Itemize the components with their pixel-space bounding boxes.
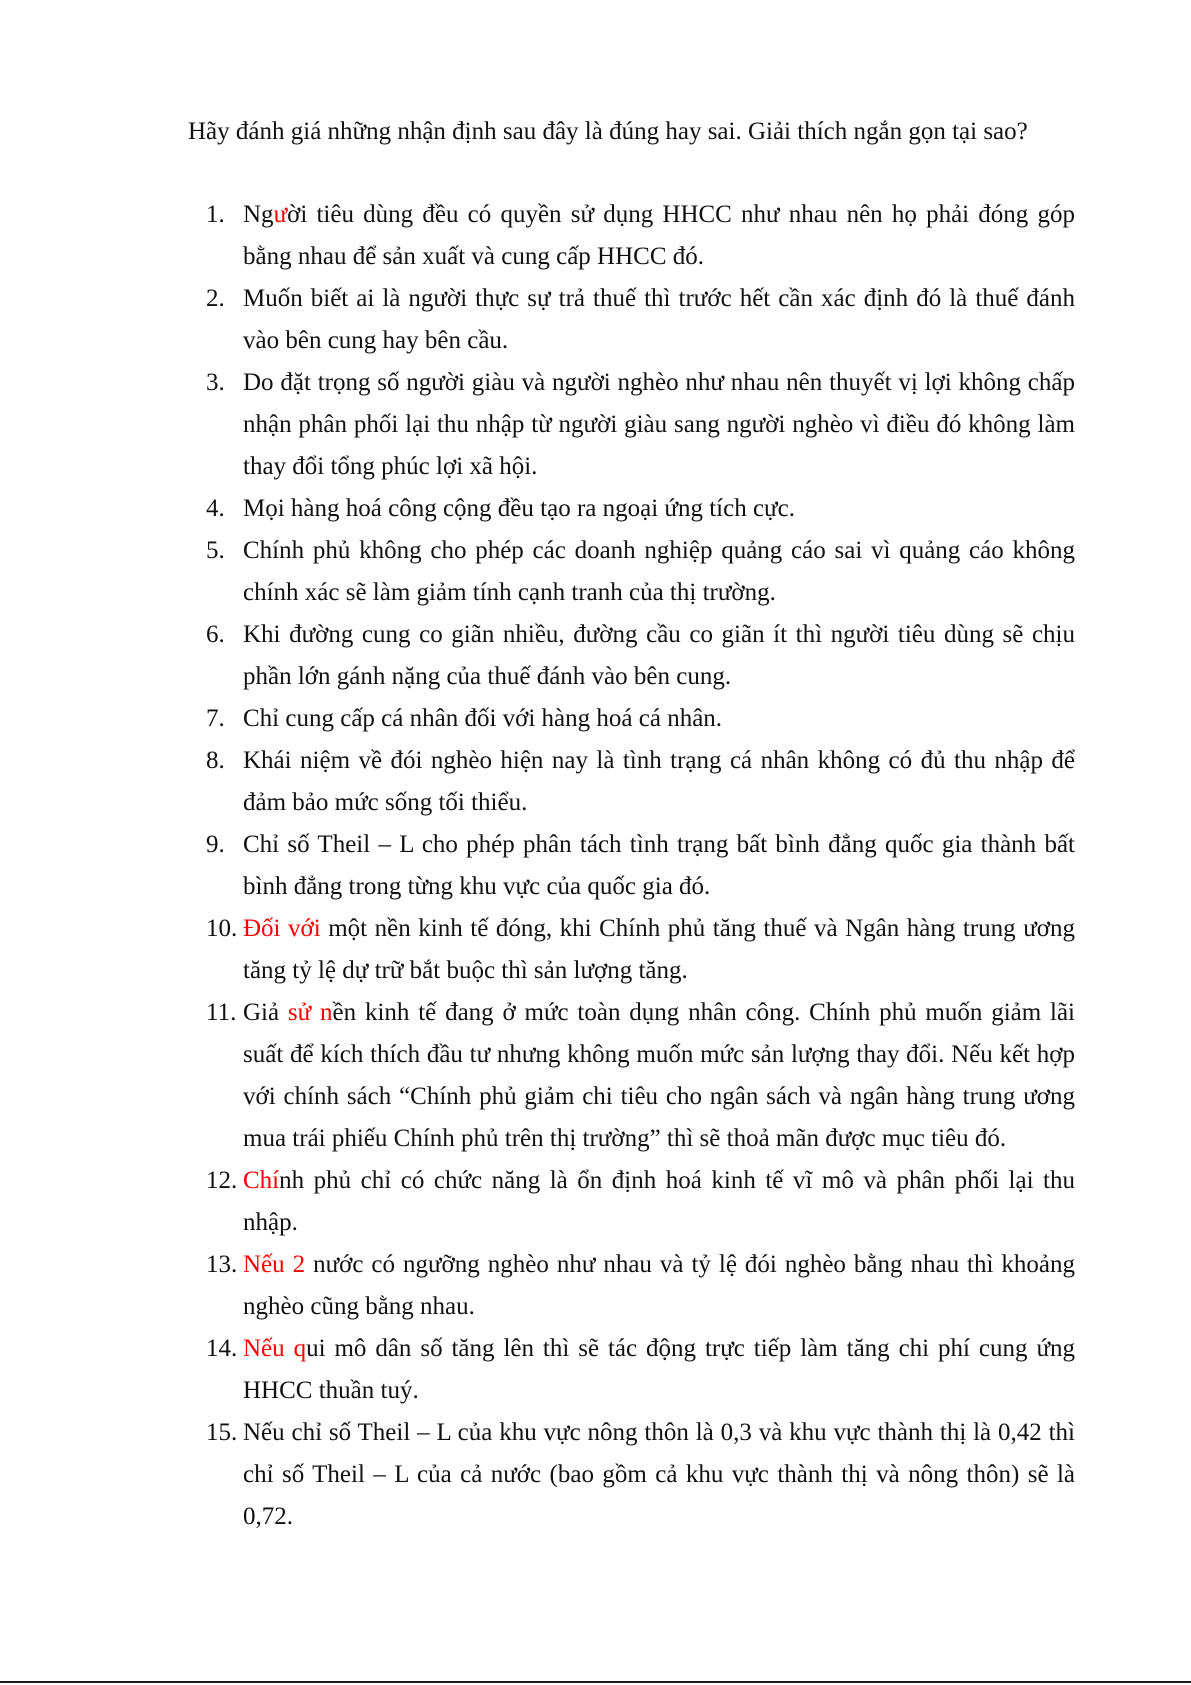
highlighted-text: Đối với [243, 915, 321, 942]
question-text-start: Ng [243, 201, 274, 228]
question-text: ền kinh tế đang ở mức toàn dụng nhân công. Chính phủ muốn giảm lãi suất để kích thích đầu tư nhưng không muốn mức sản lượng thay đổi. Nếu kết hợp với chính sách “Chính phủ giảm chi tiêu cho ngân sách và ngân hàng trung ương mua trái phiếu Chính phủ trên thị trường” thì sẽ thoả mãn được mục tiêu đó. [243, 999, 1075, 1152]
question-number: 2. [206, 285, 225, 312]
question-item-8 [170, 740, 1075, 824]
question-item-5 [170, 530, 1075, 614]
question-number: 6. [206, 621, 225, 648]
question-text: ui mô dân số tăng lên thì sẽ tác động trực tiếp làm tăng chi phí cung ứng HHCC thuần tuý. [243, 1335, 1075, 1404]
question-text: Nếu chỉ số Theil – L của khu vực nông thôn là 0,3 và khu vực thành thị là 0,42 thì chỉ số Theil – L của cả nước (bao gồm cả khu vực thành thị và nông thôn) sẽ là 0,72. [243, 1419, 1075, 1530]
question-item-15 [170, 1412, 1075, 1538]
question-number: 8. [206, 747, 225, 774]
question-text: nước có ngưỡng nghèo như nhau và tỷ lệ đói nghèo bằng nhau thì khoảng nghèo cũng bằng nhau. [243, 1251, 1075, 1320]
question-text: Khi đường cung co giãn nhiều, đường cầu co giãn ít thì người tiêu dùng sẽ chịu phần lớn gánh nặng của thuế đánh vào bên cung. [243, 621, 1075, 690]
question-text: ời tiêu dùng đều có quyền sử dụng HHCC như nhau nên họ phải đóng góp bằng nhau để sản xuất và cung cấp HHCC đó. [243, 201, 1075, 270]
question-item-1 [170, 194, 1075, 278]
question-text: một nền kinh tế đóng, khi Chính phủ tăng thuế và Ngân hàng trung ương tăng tỷ lệ dự trữ bắt buộc thì sản lượng tăng. [243, 915, 1075, 984]
question-text: Muốn biết ai là người thực sự trả thuế thì trước hết cần xác định đó là thuế đánh vào bên cung hay bên cầu. [243, 285, 1075, 354]
question-number: 5. [206, 537, 225, 564]
highlighted-text: Nếu 2 [243, 1251, 306, 1278]
question-item-12 [170, 1160, 1075, 1244]
question-number: 14. [206, 1335, 238, 1362]
question-item-13 [170, 1244, 1075, 1328]
instructions-paragraph: Hãy đánh giá những nhận định sau đây là đúng hay sai. Giải thích ngắn gọn tại sao? [188, 118, 1028, 145]
question-number: 12. [206, 1167, 238, 1194]
question-number: 10. [206, 915, 238, 942]
question-item-14 [170, 1328, 1075, 1412]
question-text: Chính phủ không cho phép các doanh nghiệp quảng cáo sai vì quảng cáo không chính xác sẽ làm giảm tính cạnh tranh của thị trường. [243, 537, 1075, 606]
question-text: Mọi hàng hoá công cộng đều tạo ra ngoại ứng tích cực. [243, 495, 795, 522]
question-number: 15. [206, 1419, 238, 1446]
highlighted-text: ư [273, 201, 288, 228]
question-text: nh phủ chỉ có chức năng là ổn định hoá kinh tế vĩ mô và phân phối lại thu nhập. [243, 1167, 1075, 1236]
question-number: 9. [206, 831, 225, 858]
question-number: 3. [206, 369, 225, 396]
question-number: 11. [206, 999, 237, 1026]
question-item-9 [170, 824, 1075, 908]
page-bottom-rule [0, 1681, 1191, 1683]
question-list [170, 194, 1075, 1538]
question-text-start: Giả [243, 999, 288, 1026]
question-item-7 [170, 698, 1075, 740]
question-number: 4. [206, 495, 225, 522]
highlighted-text: sử n [287, 999, 333, 1026]
question-number: 13. [206, 1251, 238, 1278]
highlighted-text: Chí [243, 1167, 280, 1194]
question-text: Khái niệm về đói nghèo hiện nay là tình trạng cá nhân không có đủ thu nhập để đảm bảo mức sống tối thiểu. [243, 747, 1075, 816]
question-text: Chỉ số Theil – L cho phép phân tách tình trạng bất bình đẳng quốc gia thành bất bình đẳng trong từng khu vực của quốc gia đó. [243, 831, 1075, 900]
question-number: 1. [206, 201, 225, 228]
question-item-10 [170, 908, 1075, 992]
question-item-2 [170, 278, 1075, 362]
question-item-3 [170, 362, 1075, 488]
question-item-4 [170, 488, 1075, 530]
question-text: Do đặt trọng số người giàu và người nghèo như nhau nên thuyết vị lợi không chấp nhận phân phối lại thu nhập từ người giàu sang người nghèo vì điều đó không làm thay đổi tổng phúc lợi xã hội. [243, 369, 1075, 480]
question-number: 7. [206, 705, 225, 732]
question-text: Chỉ cung cấp cá nhân đối với hàng hoá cá nhân. [243, 705, 723, 732]
highlighted-text: Nếu q [243, 1335, 307, 1362]
question-item-11 [170, 992, 1075, 1160]
question-item-6 [170, 614, 1075, 698]
